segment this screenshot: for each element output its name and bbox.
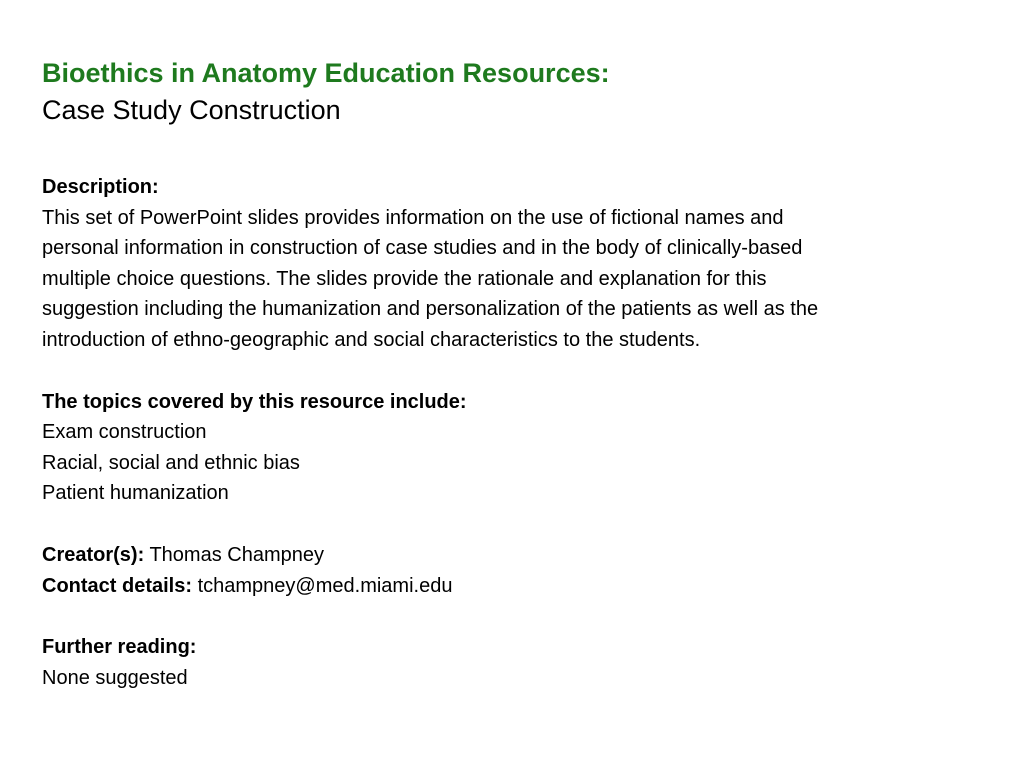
further-reading-heading: Further reading: <box>42 636 197 659</box>
topic-item: Racial, social and ethnic bias <box>42 451 300 474</box>
spacer <box>42 130 982 172</box>
slide-content <box>42 56 982 693</box>
description-line: multiple choice questions. The slides provide the rationale and explanation for this <box>42 267 767 290</box>
spacer <box>42 356 982 387</box>
description-line: suggestion including the humanization and personalization of the patients as well as the <box>42 298 819 321</box>
description-section <box>42 172 982 356</box>
creator-label: Creator(s): <box>42 543 145 566</box>
slide-subtitle: Case Study Construction <box>42 95 341 125</box>
topics-heading: The topics covered by this resource include: <box>42 390 467 413</box>
topics-section <box>42 387 982 509</box>
description-line: This set of PowerPoint slides provides information on the use of fictional names and <box>42 206 784 229</box>
spacer <box>42 601 982 632</box>
spacer <box>42 509 982 540</box>
further-reading-value: None suggested <box>42 666 188 689</box>
creator-line <box>42 540 982 571</box>
description-line: introduction of ethno-geographic and social characteristics to the students. <box>42 328 701 351</box>
further-reading-section <box>42 632 982 693</box>
topic-item: Exam construction <box>42 421 207 444</box>
contact-label: Contact details: <box>42 574 193 597</box>
slide-title: Bioethics in Anatomy Education Resources: <box>42 58 610 88</box>
description-heading: Description: <box>42 176 159 198</box>
topic-item: Patient humanization <box>42 482 229 505</box>
description-line: personal information in construction of case studies and in the body of clinically-based <box>42 237 803 260</box>
creator-section <box>42 540 982 601</box>
contact-email[interactable]: tchampney@med.miami.edu <box>197 574 453 597</box>
creator-value: Thomas Champney <box>149 543 324 566</box>
contact-line <box>42 571 982 602</box>
